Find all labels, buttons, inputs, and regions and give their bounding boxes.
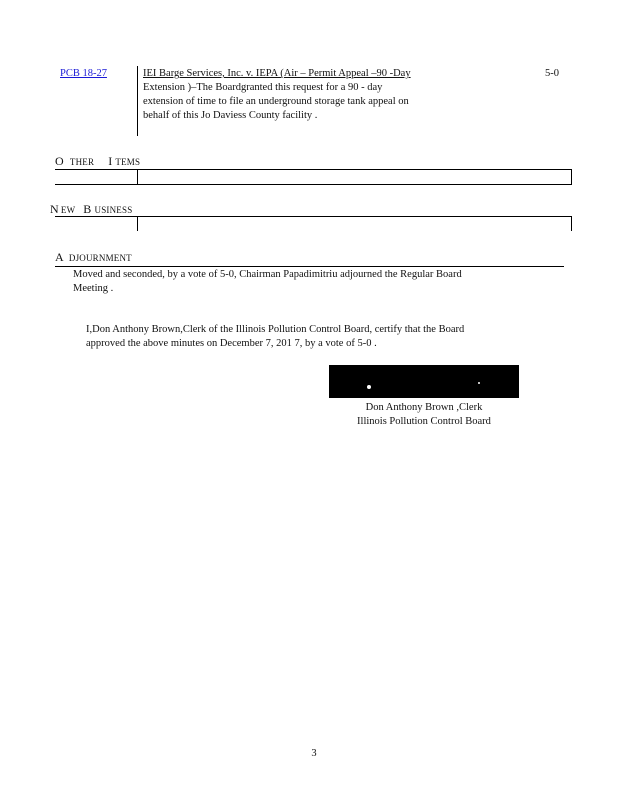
heading-initial: O <box>55 154 64 168</box>
other-items-divider <box>137 169 138 184</box>
adjournment-text <box>73 268 533 296</box>
other-items-heading <box>55 154 140 170</box>
signature-fleck <box>478 382 480 384</box>
certification-line: I,Don Anthony Brown,Clerk of the Illinois Pollution Control Board, certify that the Board <box>86 324 465 335</box>
heading-rest: EW <box>60 205 76 215</box>
signature-fleck <box>367 385 371 389</box>
heading-initial: N <box>50 202 59 216</box>
redacted-signature <box>329 365 519 398</box>
heading-rest: USINESS <box>94 205 133 215</box>
signature-org: Illinois Pollution Control Board <box>357 416 491 427</box>
adjournment-line: Meeting . <box>73 283 114 294</box>
new-business-divider <box>137 216 138 231</box>
new-business-right-edge <box>571 216 572 231</box>
adjournment-rule <box>55 266 564 267</box>
heading-initial: A <box>55 250 64 264</box>
case-description-line: behalf of this Jo Daviess County facility . <box>143 110 318 121</box>
heading-rest: DJOURNMENT <box>68 253 132 263</box>
adjournment-heading <box>55 250 132 266</box>
other-items-right-edge <box>571 169 572 184</box>
case-description-line: IEI Barge Services, Inc. v. IEPA (Air – Permit Appeal –90 -Day <box>143 68 411 79</box>
page-number: 3 <box>311 748 317 759</box>
case-description-line: Extension )–The Boardgranted this request for a 90 - day <box>143 82 383 93</box>
case-number-link[interactable]: PCB 18-27 <box>60 68 107 79</box>
heading-rest: THER <box>69 157 95 167</box>
signature-block <box>329 401 519 429</box>
heading-initial: I <box>108 154 113 168</box>
adjournment-line: Moved and seconded, by a vote of 5-0, Chairman Papadimitriu adjourned the Regular Board <box>73 269 462 280</box>
certification-line: approved the above minutes on December 7, 201 7, by a vote of 5-0 . <box>86 338 377 349</box>
heading-rest: TEMS <box>115 157 141 167</box>
other-items-table-bottom <box>55 184 572 185</box>
signature-name: Don Anthony Brown ,Clerk <box>365 402 483 413</box>
case-description-line: extension of time to file an underground storage tank appeal on <box>143 96 409 107</box>
other-items-rule <box>55 169 572 170</box>
case-row-divider <box>137 66 138 136</box>
case-vote: 5-0 <box>545 68 559 79</box>
heading-initial: B <box>83 202 92 216</box>
new-business-rule <box>55 216 572 217</box>
case-description <box>143 67 453 123</box>
certification-text <box>86 323 546 351</box>
